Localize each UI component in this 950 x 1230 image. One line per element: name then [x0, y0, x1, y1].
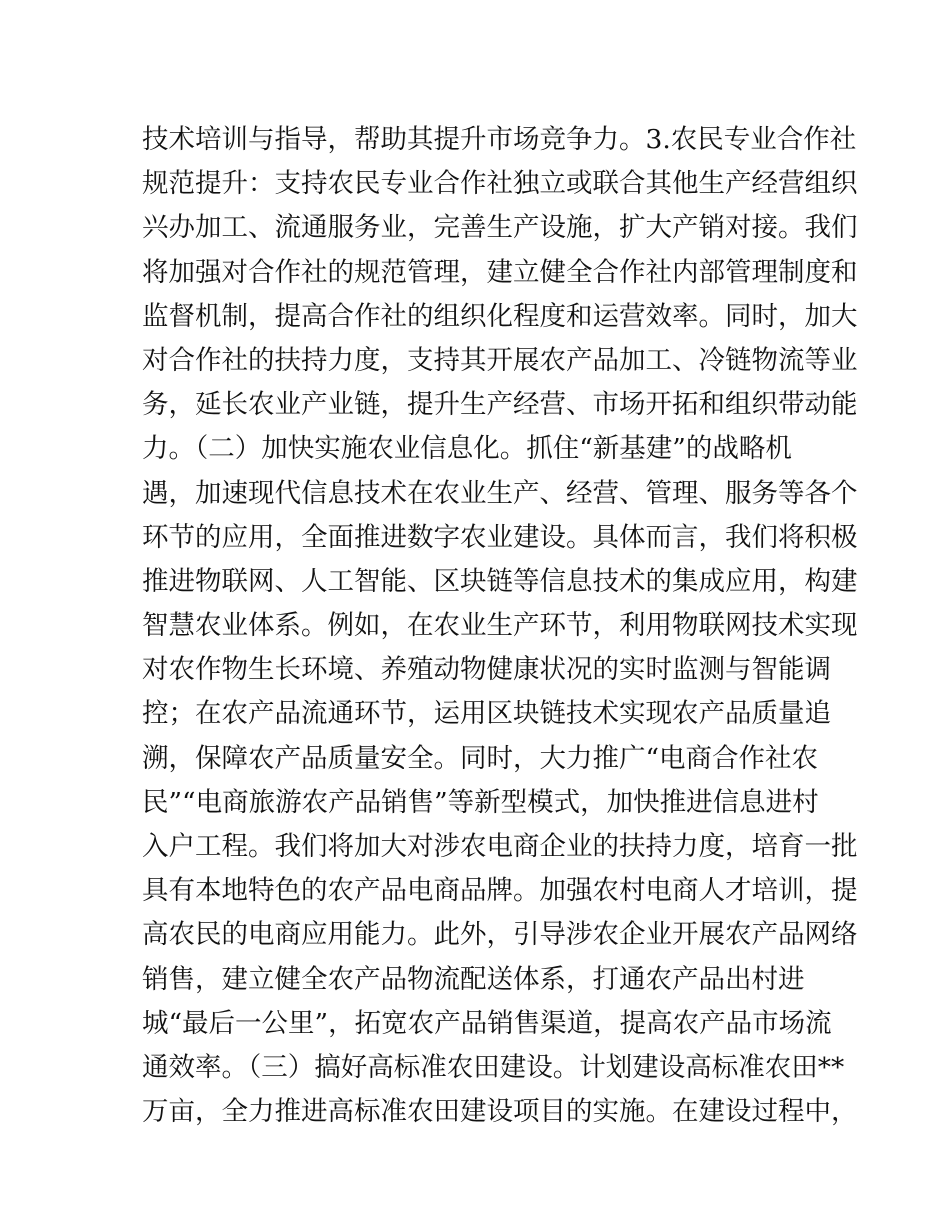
text-line: 溯，保障农产品质量安全。同时，大力推广“电商合作社农: [142, 742, 819, 774]
text-line: 务，延长农业产业链，提升生产经营、市场开拓和组织带动能: [142, 389, 858, 421]
text-line: 入户工程。我们将加大对涉农电商企业的扶持力度，培育一批: [142, 831, 858, 862]
text-line: 控；在农产品流通环节，运用区块链技术实现农产品质量追: [142, 698, 831, 730]
text-line: 环节的应用，全面推进数字农业建设。具体而言，我们将积极: [142, 521, 858, 553]
text-line: 监督机制，提高合作社的组织化程度和运营效率。同时，加大: [142, 300, 858, 332]
text-line: 兴办加工、流通服务业，完善生产设施，扩大产销对接。我们: [142, 212, 858, 244]
text-line: 销售，建立健全农产品物流配送体系，打通农产品出村进: [142, 963, 805, 995]
text-line: 力。（二）加快实施农业信息化。抓住“新基建”的战略机: [142, 433, 792, 465]
text-line: 技术培训与指导，帮助其提升市场竞争力。3.农民专业合作社: [142, 124, 857, 155]
text-line: 规范提升：支持农民专业合作社独立或联合其他生产经营组织: [142, 168, 858, 200]
text-line: 具有本地特色的农产品电商品牌。加强农村电商人才培训，提: [142, 875, 858, 907]
text-line: 智慧农业体系。例如，在农业生产环节，利用物联网技术实现: [142, 610, 858, 642]
text-line: 对合作社的扶持力度，支持其开展农产品加工、冷链物流等业: [142, 344, 858, 376]
body-text: [142, 118, 858, 1134]
text-line: 将加强对合作社的规范管理，建立健全合作社内部管理制度和: [142, 256, 858, 288]
text-line: 遇，加速现代信息技术在农业生产、经营、管理、服务等各个: [142, 477, 858, 509]
text-line: 对农作物生长环境、养殖动物健康状况的实时监测与智能调: [142, 654, 831, 686]
text-line: 推进物联网、人工智能、区块链等信息技术的集成应用，构建: [142, 565, 858, 597]
text-line: 通效率。（三）搞好高标准农田建设。计划建设高标准农田**: [142, 1051, 845, 1083]
text-line: 万亩，全力推进高标准农田建设项目的实施。在建设过程中，: [142, 1096, 858, 1128]
text-line: 高农民的电商应用能力。此外，引导涉农企业开展农产品网络: [142, 919, 858, 951]
text-line: 民”“电商旅游农产品销售”等新型模式，加快推进信息进村: [142, 786, 819, 818]
text-line: 城“最后一公里”，拓宽农产品销售渠道，提高农产品市场流: [142, 1007, 832, 1039]
